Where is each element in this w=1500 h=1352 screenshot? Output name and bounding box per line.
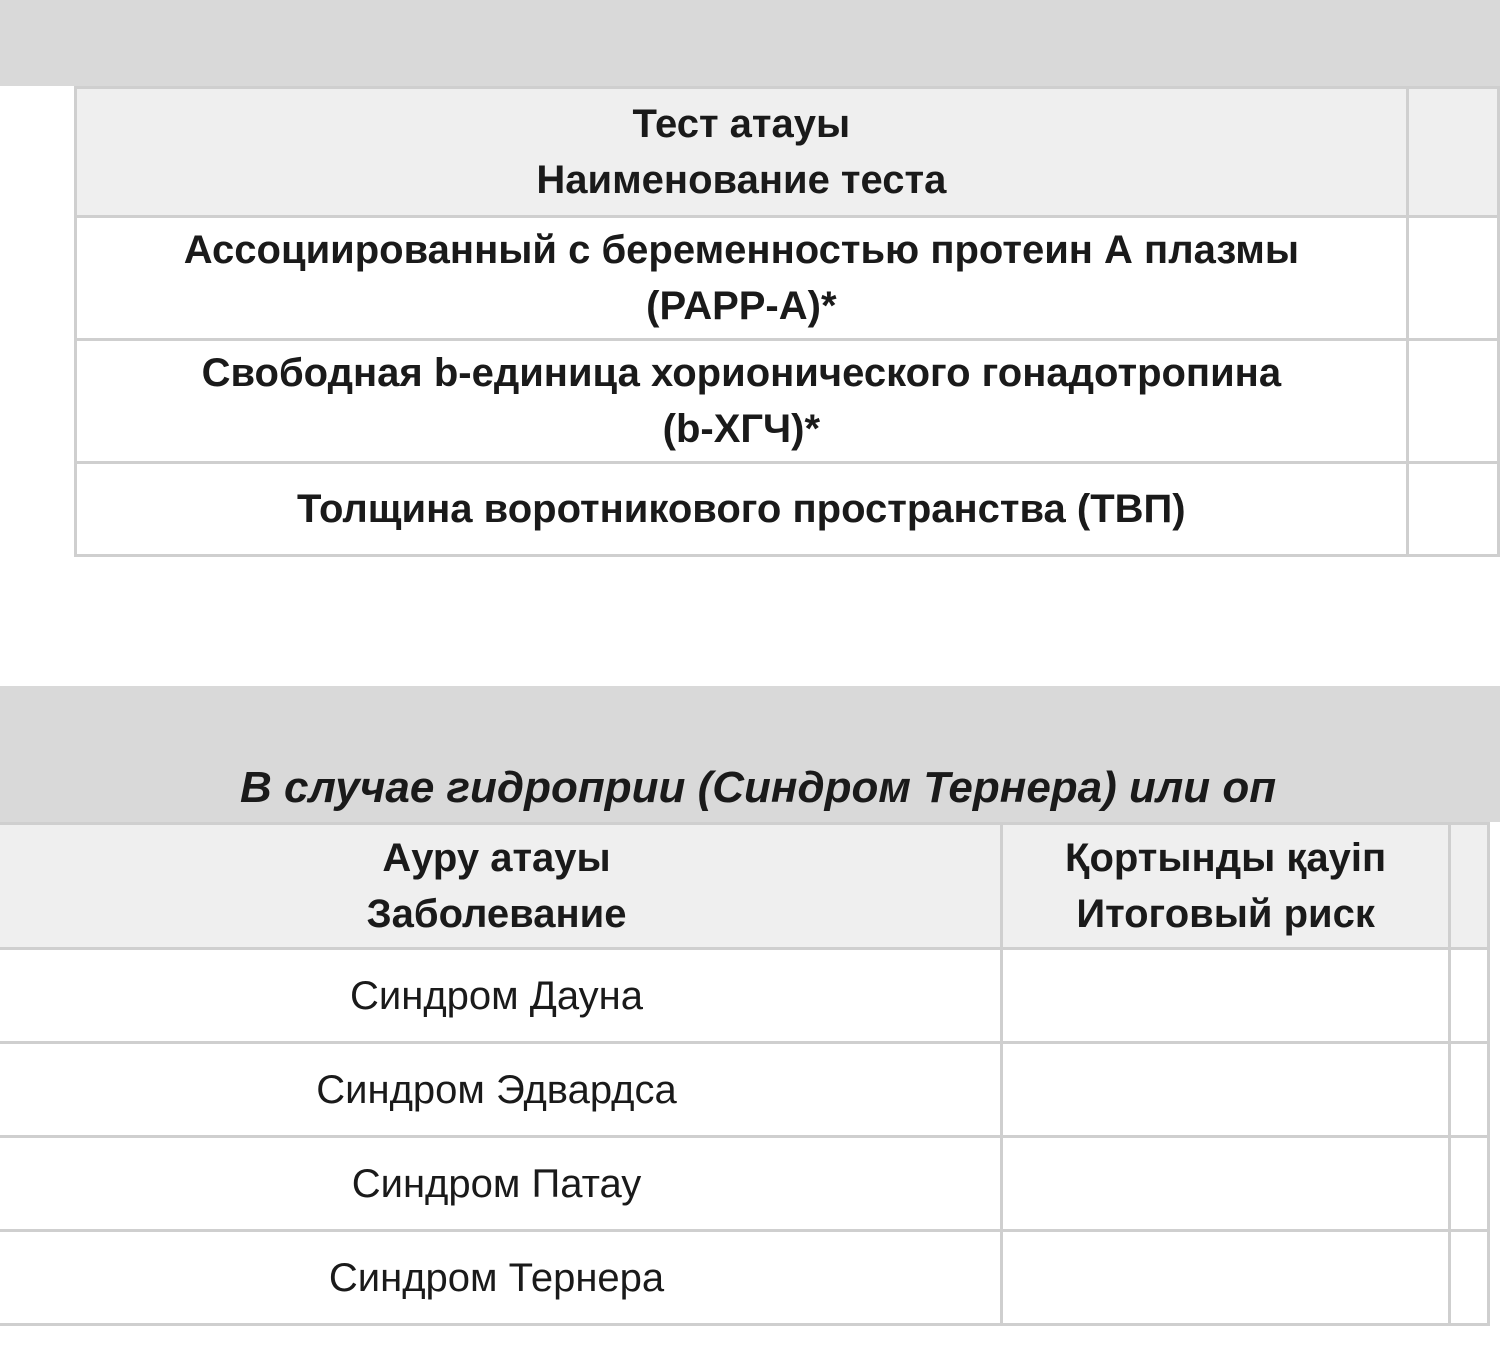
disease-cell: Синдром Тернера (0, 1231, 1002, 1325)
test-name-line1: Свободная b-единица хорионического гонадотропина (201, 351, 1282, 395)
test-name-cell (76, 463, 1408, 556)
test-value-header (1407, 88, 1498, 217)
table-row (0, 1137, 1489, 1231)
risk-header (1002, 824, 1450, 949)
test-value-cell (1407, 217, 1498, 340)
test-name-cell (76, 217, 1408, 340)
table-row (76, 463, 1499, 556)
risk-cell (1002, 1043, 1450, 1137)
section-title: В случае гидроприи (Синдром Тернера) или оп (240, 763, 1277, 812)
risk-cell (1002, 949, 1450, 1043)
disease-header-ru: Заболевание (366, 892, 627, 936)
tests-table-header-row (76, 88, 1499, 217)
test-name-header (76, 88, 1408, 217)
extra-cell (1450, 1231, 1489, 1325)
test-name-header-kk: Тест атауы (632, 102, 851, 146)
extra-header (1450, 824, 1489, 949)
risk-table-header-row (0, 824, 1489, 949)
table-row (0, 1231, 1489, 1325)
extra-cell (1450, 949, 1489, 1043)
test-value-cell (1407, 463, 1498, 556)
top-header-band (0, 0, 1500, 86)
disease-header-kk: Ауру атауы (382, 836, 611, 880)
test-name-line2: (b-ХГЧ)* (662, 407, 821, 451)
disease-cell: Синдром Патау (0, 1137, 1002, 1231)
test-name-cell (76, 340, 1408, 463)
risk-header-kk: Қортынды қауіп (1065, 836, 1387, 880)
risk-header-ru: Итоговый риск (1076, 892, 1375, 936)
test-name-line1: Ассоциированный с беременностью протеин А плазмы (183, 228, 1299, 272)
risk-cell (1002, 1231, 1450, 1325)
table-row (0, 1043, 1489, 1137)
disease-cell: Синдром Эдвардса (0, 1043, 1002, 1137)
test-value-cell (1407, 340, 1498, 463)
test-name-header-ru: Наименование теста (536, 158, 947, 202)
test-name-line1: Толщина воротникового пространства (ТВП) (297, 487, 1186, 531)
table-row (76, 217, 1499, 340)
risk-cell (1002, 1137, 1450, 1231)
tests-table (74, 86, 1500, 557)
table-row (0, 949, 1489, 1043)
disease-header (0, 824, 1002, 949)
risk-table (0, 822, 1490, 1326)
disease-cell: Синдром Дауна (0, 949, 1002, 1043)
extra-cell (1450, 1137, 1489, 1231)
extra-cell (1450, 1043, 1489, 1137)
table-row (76, 340, 1499, 463)
test-name-line2: (PAPP-A)* (646, 284, 837, 328)
